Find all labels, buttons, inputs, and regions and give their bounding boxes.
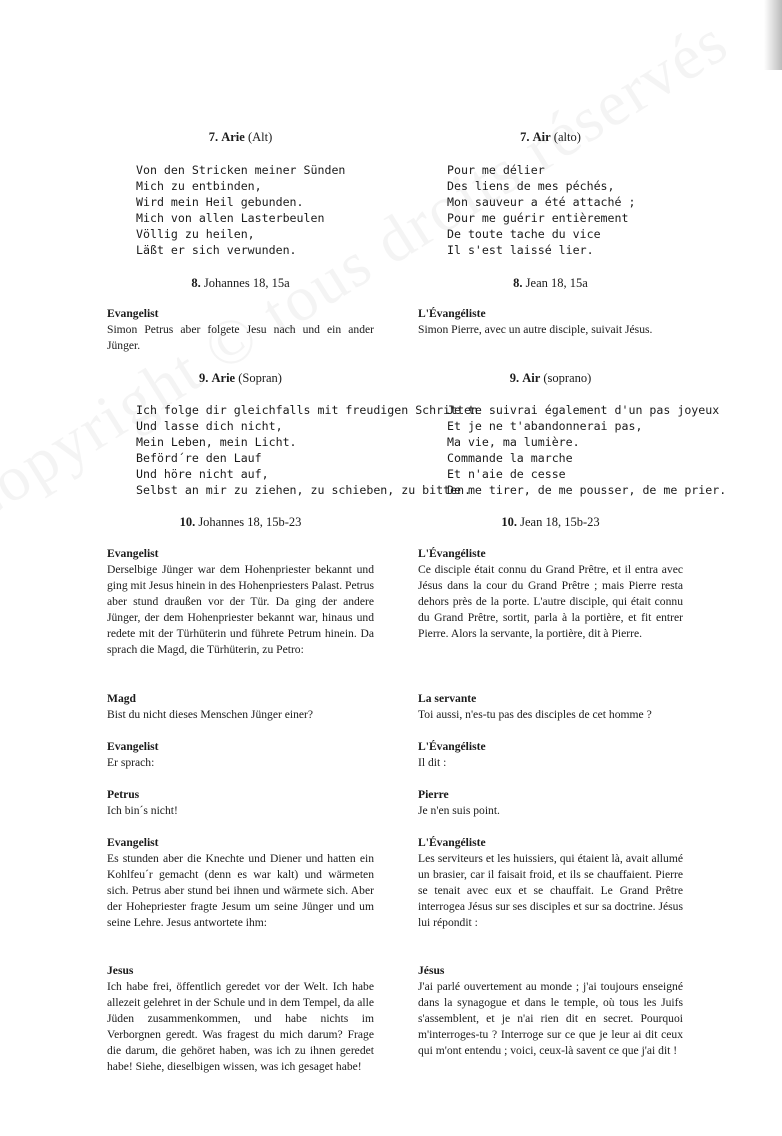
heading-voice: (Sopran) bbox=[238, 371, 282, 385]
fr-p3-text: Il dit : bbox=[418, 756, 447, 769]
heading-title: Arie bbox=[221, 130, 245, 144]
fr-p6-text: J'ai parlé ouvertement au monde ; j'ai toujours enseigné dans la synagogue et dans le temple, où tous les Juifs s'assemblent, et je n'ai rien dit en secret. Pourquoi m'interroges-tu ? Interroge sur ce que je leur ai dit ceux qui m'ont entendu ; voici, ceux-là savent ce que j'ai dit ! bbox=[418, 980, 683, 1057]
fr-p5-speaker: L'Évangéliste bbox=[418, 836, 486, 849]
de-p3-speaker: Evangelist bbox=[107, 740, 159, 753]
de-p4-speaker: Petrus bbox=[107, 788, 140, 801]
heading-title: Air bbox=[532, 130, 551, 144]
de-sec8-speaker: Evangelist bbox=[107, 307, 159, 320]
de-p5-text: Es stunden aber die Knechte und Diener und hatten ein Kohlfeu´r gemacht (denn es war kalt) und wärmeten sich. Petrus aber stund bei ihnen und wärmete sich. Aber der Hohepriester fragte Jesum um seine Jünger und um seine Lehre. Jesus antwortete ihm: bbox=[107, 852, 374, 929]
de-sec10-heading bbox=[107, 514, 374, 530]
fr-p1-text: Ce disciple était connu du Grand Prêtre, et il entra avec Jésus dans la cour du Grand Prêtre ; mais Pierre resta dehors près de la porte. L'autre disciple, qui était connu du Grand Prêtre, sortit, parla à la portière, et fit entrer Pierre. Alors la servante, la portière, dit à Pierre. bbox=[418, 563, 683, 640]
heading-reference: Jean 18, 15a bbox=[525, 276, 588, 290]
heading-number: 10. bbox=[179, 515, 196, 529]
de-p1-text: Derselbige Jünger war dem Hohenpriester bekannt und ging mit Jesus hinein in des Hohenpriesters Palast. Petrus aber stund draußen vor der Tür. Da ging der andere Jünger, der dem Hohenpriester bekannt war, hinaus und redete mit der Türhüterin und führete Petrum hinein. Da sprach die Magd, die Türhüterin, zu Petro: bbox=[107, 563, 374, 656]
heading-reference: Johannes 18, 15b-23 bbox=[198, 515, 302, 529]
fr-p4-speaker: Pierre bbox=[418, 788, 449, 801]
fr-p2-speaker: La servante bbox=[418, 692, 477, 705]
de-p6-text: Ich habe frei, öffentlich geredet vor der Welt. Ich habe allezeit gelehret in der Schule und in dem Tempel, da alle Jüden zusammenkommen, und habe nichts im Verborgnen geredt. Was fragest du mich darum? Frage die darum, die gehöret haben, was ich zu ihnen geredet habe! Siehe, dieselbigen wissen, was ich gesaget habe! bbox=[107, 980, 374, 1073]
fr-p1-speaker: L'Évangéliste bbox=[418, 547, 486, 560]
de-p3-text: Er sprach: bbox=[107, 756, 155, 769]
heading-voice: (alto) bbox=[553, 130, 581, 144]
heading-number: 10. bbox=[501, 515, 517, 529]
de-sec8-heading bbox=[107, 275, 374, 291]
de-sec8-text: Simon Petrus aber folgete Jesu nach und ein ander Jünger. bbox=[107, 323, 374, 352]
fr-air9-verse: Je te suivrai également d'un pas joyeux Et je ne t'abandonnerai pas, Ma vie, ma lumière. Commande la marche Et n'aie de cesse De me tirer, de me pousser, de me prier. bbox=[447, 403, 727, 497]
heading-reference: Jean 18, 15b-23 bbox=[520, 515, 600, 529]
fr-p3-speaker: L'Évangéliste bbox=[418, 740, 486, 753]
de-aria9-verse: Ich folge dir gleichfalls mit freudigen Schritten Und lasse dich nicht, Mein Leben, mein Licht. Beförd´re den Lauf Und höre nicht auf, Selbst an mir zu ziehen, zu schieben, zu bitten. bbox=[136, 403, 479, 497]
heading-voice: (Alt) bbox=[247, 130, 273, 144]
heading-number: 9. bbox=[199, 371, 209, 385]
de-p1-speaker: Evangelist bbox=[107, 547, 159, 560]
heading-reference: Johannes 18, 15a bbox=[203, 276, 290, 290]
heading-number: 9. bbox=[509, 371, 520, 385]
heading-voice: (soprano) bbox=[543, 371, 592, 385]
heading-number: 8. bbox=[191, 276, 201, 290]
de-p5-speaker: Evangelist bbox=[107, 836, 159, 849]
fr-p6-speaker: Jésus bbox=[418, 964, 445, 977]
de-p2-text: Bist du nicht dieses Menschen Jünger einer? bbox=[107, 708, 314, 721]
de-p6-speaker: Jesus bbox=[107, 964, 134, 977]
heading-title: Arie bbox=[211, 371, 236, 385]
heading-number: 7. bbox=[520, 130, 530, 144]
fr-sec8-text: Simon Pierre, avec un autre disciple, suivait Jésus. bbox=[418, 323, 653, 336]
heading-number: 8. bbox=[513, 276, 523, 290]
de-aria7-verse: Von den Stricken meiner Sünden Mich zu entbinden, Wird mein Heil gebunden. Mich von allen Lasterbeulen Völlig zu heilen, Läßt er sich verwunden. bbox=[136, 163, 346, 257]
de-p2-speaker: Magd bbox=[107, 692, 136, 705]
scan-edge bbox=[764, 0, 782, 70]
fr-p2-text: Toi aussi, n'es-tu pas des disciples de cet homme ? bbox=[418, 708, 652, 721]
fr-p5-text: Les serviteurs et les huissiers, qui étaient là, avait allumé un brasier, car il faisait froid, et ils se chauffaient. Pierre se tenait avec eux et se chauffait. Le Grand Prêtre interrogea Jésus sur ses disciples et sur sa doctrine. Jésus lui répondit : bbox=[418, 852, 683, 929]
de-aria7-heading bbox=[107, 129, 374, 145]
de-aria9-heading bbox=[107, 370, 374, 386]
fr-sec8-heading bbox=[418, 275, 683, 291]
de-p4-text: Ich bin´s nicht! bbox=[107, 804, 178, 817]
fr-air7-heading bbox=[418, 129, 683, 145]
fr-sec10-heading bbox=[418, 514, 683, 530]
fr-air9-heading bbox=[418, 370, 683, 386]
heading-number: 7. bbox=[208, 130, 219, 144]
fr-sec8-speaker: L'Évangéliste bbox=[418, 307, 486, 320]
heading-title: Air bbox=[522, 371, 541, 385]
fr-p4-text: Je n'en suis point. bbox=[418, 804, 500, 817]
fr-air7-verse: Pour me délier Des liens de mes péchés, Mon sauveur a été attaché ; Pour me guérir entièrement De toute tache du vice Il s'est laissé lier. bbox=[447, 163, 636, 257]
